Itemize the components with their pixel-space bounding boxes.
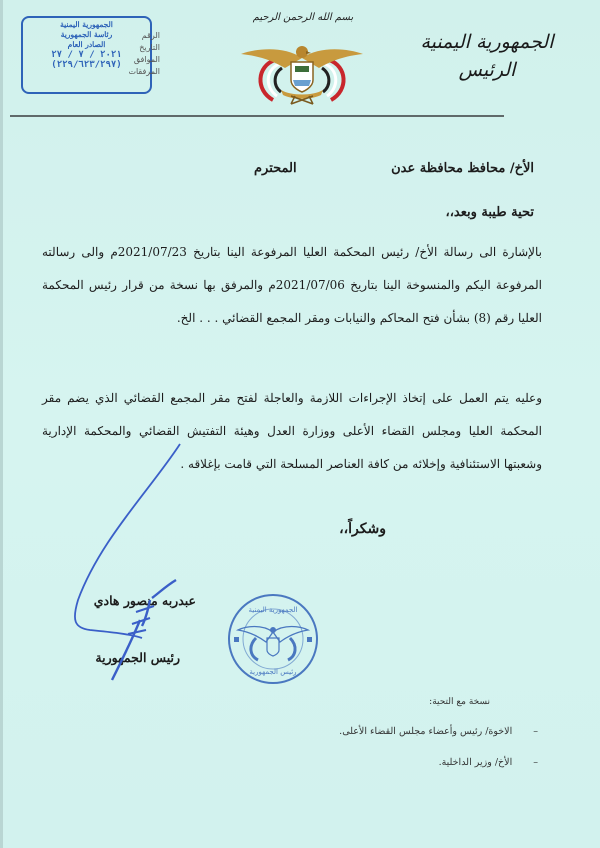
copy-recipient-1 [339,726,538,737]
republic-name: الجمهورية اليمنية [420,31,554,53]
list-dash: – [533,726,538,737]
stamp-ref: (٢٢٩/٦٢٣/٢٩٧) [51,60,122,70]
eagle-emblem-icon [235,38,369,106]
reference-labels [98,30,160,78]
header-divider [10,115,504,117]
seal-top-text: الجمهورية اليمنية [248,606,298,614]
closing-thanks: وشكراً،، [339,521,386,537]
body-paragraph-1: بالإشارة الى رسالة الأخ/ رئيس المحكمة العليا المرفوعة الينا بتاريخ 2021/07/23م والى رسالته المرفوعة اليكم والمنسوخة الينا بتاريخ 2021/07/06م والمرفق بها نسخة من قرار رئيس المحكمة العليا رقم (8) بشأن فتح المحاكم والنيابات ومقر المجمع القضائي . . . الخ. [42,245,542,325]
honorific: المحترم [254,161,297,176]
signer-name: عبدربه منصور هادي [93,593,196,608]
stamp-date: ٢٠٢١ / ٧ / ٢٧ [51,50,122,60]
letterhead-title [402,28,572,84]
copy-recipient-text: الاخوة/ رئيس وأعضاء مجلس القضاء الأعلى. [339,726,513,737]
copy-recipient-2 [439,757,538,768]
ref-label-number: الرقم [141,31,160,40]
stamp-line-1: الجمهورية اليمنية [60,20,113,29]
ref-label-attachments: المرفقات [128,67,160,76]
ref-label-date: التاريخ [139,43,160,52]
stamp-line-3: الصادر العام [67,40,106,49]
scan-edge [0,0,3,848]
signer-title: رئيس الجمهورية [95,650,180,665]
seal-bottom-text: رئيس الجمهورية [249,668,297,676]
ref-label-corresponding: الموافق [133,55,160,64]
bismillah: بسم الله الرحمن الرحيم [252,12,354,23]
list-dash: – [533,757,538,768]
greeting: تحية طيبة وبعد،، [445,205,534,220]
addressee: الأخ/ محافظ محافظة عدن [391,161,534,176]
presidential-seal-icon [226,592,320,686]
body-paragraph-2: وعليه يتم العمل على إتخاذ الإجراءات اللازمة والعاجلة لفتح مقر المجمع القضائي الذي يضم مقر المحكمة العليا ومجلس القضاء الأعلى ووزارة العدل وهيئة التفتيش القضائي والمحكمة الإدارية وشعبتها الاستئنافية وإخلائه من كافة العناصر المسلحة التي قامت بإغلاقه . [42,391,542,471]
office-name: الرئيس [458,59,516,81]
copy-recipient-text: الأخ/ وزير الداخلية. [438,757,513,768]
copies-heading: نسخة مع التحية: [429,697,490,707]
stamp-line-2: رئاسة الجمهورية [60,30,113,39]
addressee-line [254,161,534,176]
